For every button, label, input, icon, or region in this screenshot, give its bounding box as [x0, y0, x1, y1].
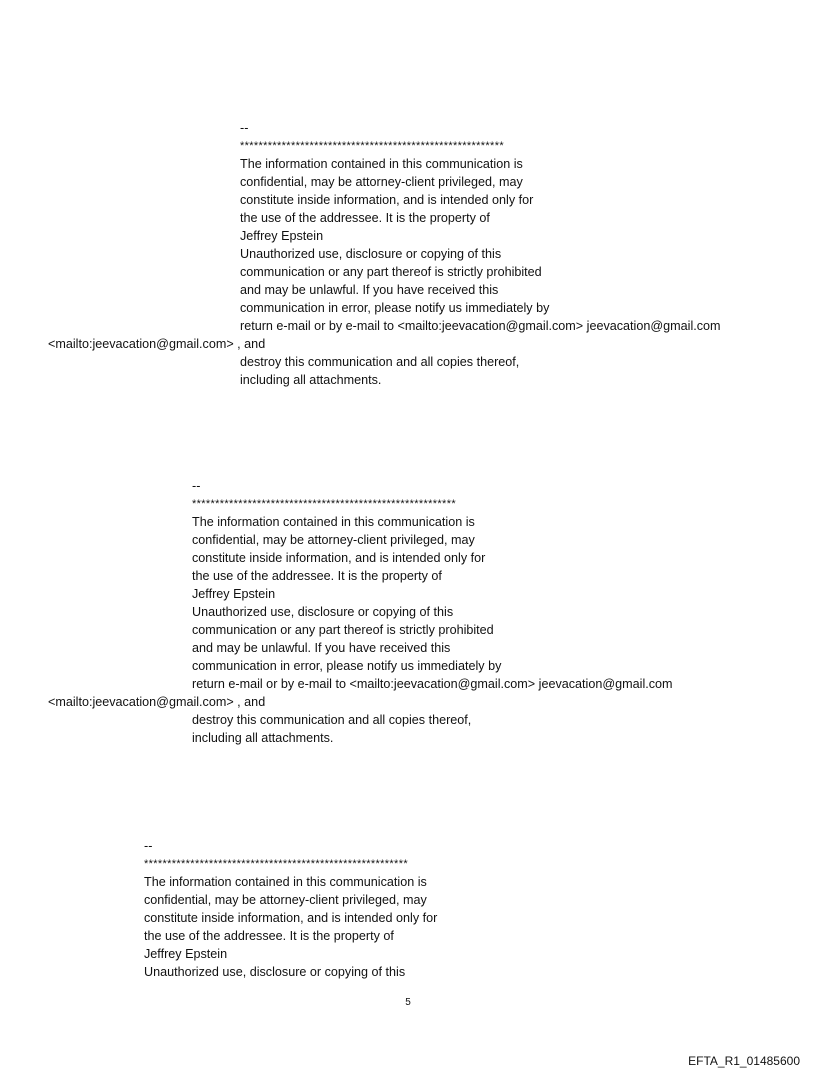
body-line: confidential, may be attorney-client privileged, may	[192, 533, 475, 547]
separator-stars: *********************************************************	[144, 858, 408, 870]
wrapped-email-line: <mailto:jeevacation@gmail.com> , and	[48, 337, 266, 351]
separator-dashes: --	[192, 479, 201, 493]
separator-dashes: --	[240, 121, 249, 135]
body-line: Jeffrey Epstein	[240, 229, 324, 243]
body-line-email: return e-mail or by e-mail to <mailto:jeevacation@gmail.com> jeevacation@gmail.com	[192, 677, 673, 691]
body-line: the use of the addressee. It is the property of	[144, 929, 394, 943]
body-line: Unauthorized use, disclosure or copying of this	[144, 965, 406, 979]
body-line: communication or any part thereof is strictly prohibited	[240, 265, 542, 279]
body-line: the use of the addressee. It is the property of	[240, 211, 490, 225]
wrapped-email-line: <mailto:jeevacation@gmail.com> , and	[48, 695, 266, 709]
body-line: constitute inside information, and is intended only for	[240, 193, 534, 207]
separator-dashes: --	[144, 839, 153, 853]
body-line: The information contained in this communication is	[144, 875, 427, 889]
body-line: The information contained in this communication is	[240, 157, 523, 171]
body-line: including all attachments.	[240, 373, 382, 387]
separator-stars: *********************************************************	[240, 140, 504, 152]
body-line: communication in error, please notify us immediately by	[240, 301, 550, 315]
body-line: Jeffrey Epstein	[192, 587, 276, 601]
body-line-email: return e-mail or by e-mail to <mailto:jeevacation@gmail.com> jeevacation@gmail.com	[240, 319, 721, 333]
body-line: the use of the addressee. It is the property of	[192, 569, 442, 583]
separator-stars: *********************************************************	[192, 498, 456, 510]
body-line: communication in error, please notify us immediately by	[192, 659, 502, 673]
body-line: Jeffrey Epstein	[144, 947, 228, 961]
body-line: confidential, may be attorney-client privileged, may	[144, 893, 427, 907]
body-line: destroy this communication and all copies thereof,	[240, 355, 520, 369]
body-line: confidential, may be attorney-client privileged, may	[240, 175, 523, 189]
body-line: destroy this communication and all copies thereof,	[192, 713, 472, 727]
body-line: Unauthorized use, disclosure or copying of this	[240, 247, 502, 261]
body-line: and may be unlawful. If you have received this	[240, 283, 499, 297]
body-line: constitute inside information, and is intended only for	[144, 911, 438, 925]
body-line: The information contained in this communication is	[192, 515, 475, 529]
body-line: constitute inside information, and is intended only for	[192, 551, 486, 565]
document-id: EFTA_R1_01485600	[688, 1054, 800, 1068]
body-line: Unauthorized use, disclosure or copying of this	[192, 605, 454, 619]
body-line: communication or any part thereof is strictly prohibited	[192, 623, 494, 637]
body-line: including all attachments.	[192, 731, 334, 745]
page-number: 5	[405, 997, 411, 1008]
body-line: and may be unlawful. If you have received this	[192, 641, 451, 655]
